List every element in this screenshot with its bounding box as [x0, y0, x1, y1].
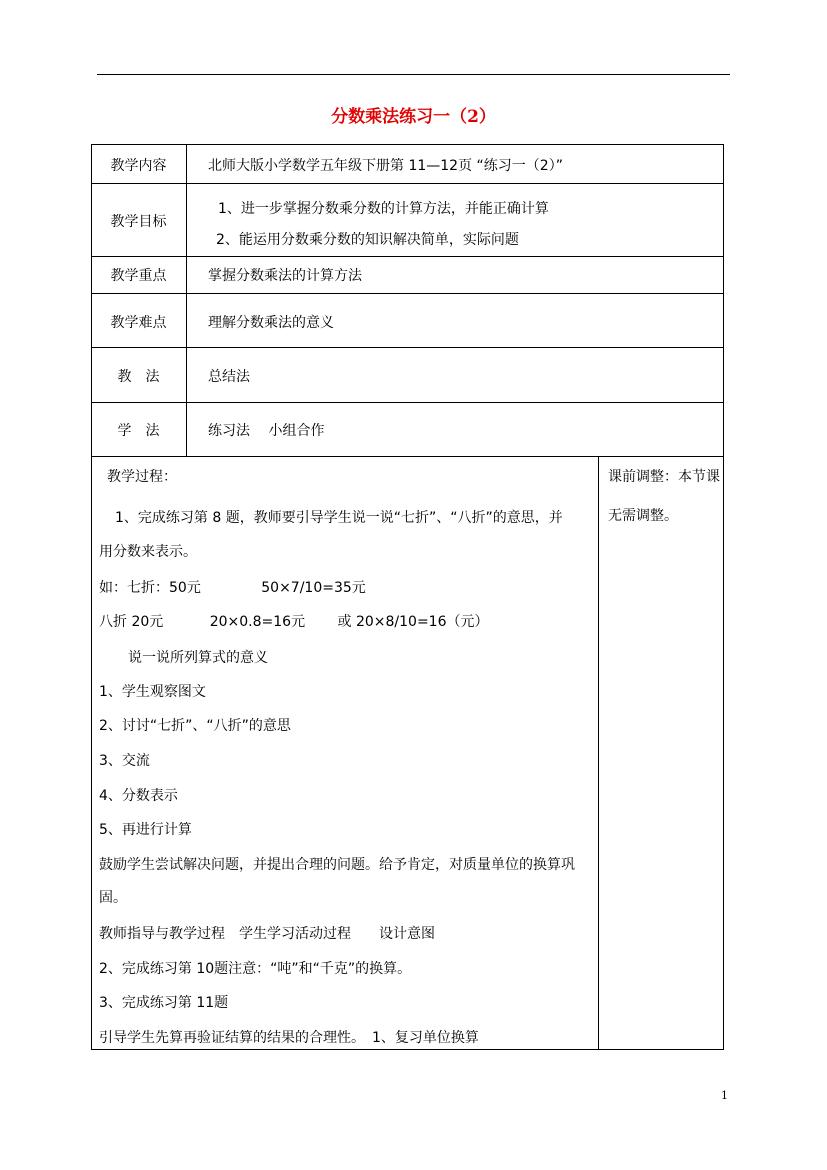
learning-method-value: 练习法 小组合作: [208, 423, 325, 439]
process-line: 鼓励学生尝试解决问题，并提出合理的问题。给予肯定，对质量单位的换算巩: [99, 857, 575, 873]
process-line: 如：七折：50元 50×7/10=35元: [99, 580, 366, 596]
process-line: 2、完成练习第 10题注意：“吨”和“千克”的换算。: [99, 961, 412, 977]
process-line: 5、再进行计算: [99, 822, 192, 838]
process-line: 1、完成练习第 8 题，教师要引导学生说一说“七折”、“八折”的意思，并: [115, 510, 563, 526]
process-line: 2、讨讨“七折”、“八折”的意思: [99, 718, 291, 734]
difficulties-value: 理解分数乘法的意义: [208, 315, 334, 331]
process-line: 教师指导与教学过程 学生学习活动过程 设计意图: [99, 926, 435, 942]
difficulties-label: 教学难点: [110, 315, 167, 331]
row-divider: [91, 456, 724, 457]
side-note-line: 无需调整。: [608, 508, 678, 524]
process-line: 3、交流: [99, 753, 150, 769]
content-value: 北师大版小学数学五年级下册第 11—12页 “练习一（2）”: [208, 158, 563, 174]
process-heading: 教学过程：: [107, 469, 177, 485]
goals-label: 教学目标: [110, 214, 167, 230]
process-line: 4、分数表示: [99, 788, 178, 804]
goal-item: 2、能运用分数乘分数的知识解决简单，实际问题: [216, 232, 519, 248]
content-label: 教学内容: [110, 158, 167, 174]
column-divider: [186, 144, 187, 456]
header-rule: [97, 74, 730, 75]
process-line: 用分数来表示。: [99, 544, 197, 560]
teaching-method-label: 教 法: [117, 369, 160, 385]
learning-method-label: 学 法: [117, 423, 160, 439]
page-number: 1: [721, 1089, 728, 1102]
process-line: 3、完成练习第 11题: [99, 995, 229, 1011]
process-line: 引导学生先算再验证结算的结果的合理性。 1、复习单位换算: [99, 1030, 479, 1046]
page-title: 分数乘法练习一（2）: [331, 107, 496, 127]
side-note-line: 课前调整：本节课: [608, 469, 720, 485]
key-points-label: 教学重点: [110, 268, 167, 284]
teaching-method-value: 总结法: [208, 369, 250, 385]
process-line: 1、学生观察图文: [99, 684, 206, 700]
process-line: 八折 20元 20×0.8=16元 或 20×8/10=16（元）: [99, 614, 489, 630]
process-line: 固。: [99, 890, 127, 906]
column-divider: [598, 456, 599, 1050]
process-line: 说一说所列算式的意义: [128, 650, 268, 666]
goal-item: 1、进一步掌握分数乘分数的计算方法，并能正确计算: [218, 201, 549, 217]
key-points-value: 掌握分数乘法的计算方法: [208, 268, 362, 284]
